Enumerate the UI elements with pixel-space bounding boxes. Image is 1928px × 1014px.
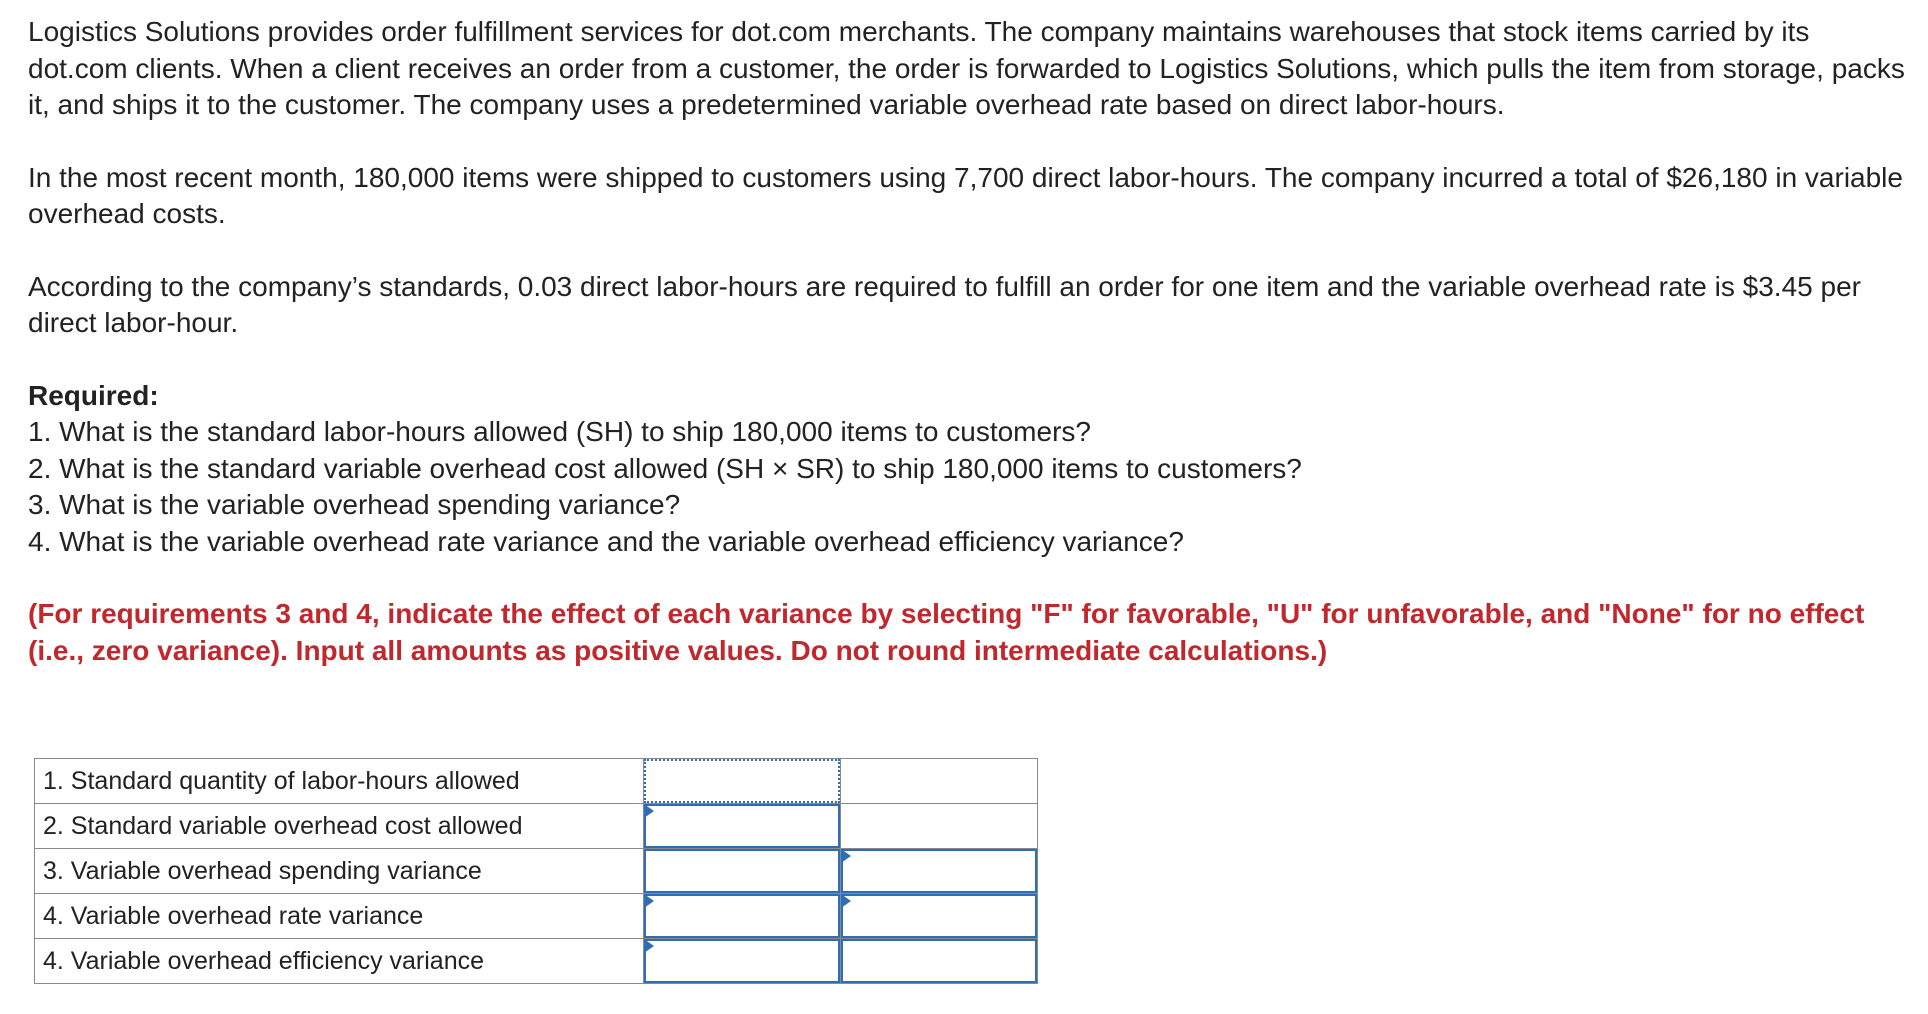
amount-input-3[interactable] <box>644 849 841 894</box>
required-section <box>28 378 1908 561</box>
amount-input-box[interactable] <box>644 939 840 983</box>
effect-select-box[interactable] <box>841 849 1037 893</box>
cell-marker-icon <box>644 939 654 953</box>
amount-input-1[interactable] <box>644 759 841 804</box>
dropdown-marker-icon <box>841 849 851 863</box>
amount-input-box[interactable] <box>644 804 840 848</box>
amount-input-4[interactable] <box>644 894 841 939</box>
effect-select-box[interactable] <box>841 939 1037 983</box>
required-item-1: 1. What is the standard labor-hours allowed (SH) to ship 180,000 items to customers? <box>28 416 1091 447</box>
amount-input-box[interactable] <box>644 849 840 893</box>
cell-marker-icon <box>644 894 654 908</box>
instructions-note: (For requirements 3 and 4, indicate the effect of each variance by selecting "F" for favorable, "U" for unfavorable, and "None" for no effect (i.e., zero variance). Input all amounts as positive values. Do not round intermediate calculations.) <box>28 598 1865 666</box>
table-row <box>35 894 1038 939</box>
amount-input-box[interactable] <box>644 759 840 803</box>
effect-select-4[interactable] <box>841 894 1038 939</box>
row-label: 3. Variable overhead spending variance <box>35 849 644 894</box>
amount-input-5[interactable] <box>644 939 841 984</box>
amount-input-2[interactable] <box>644 804 841 849</box>
table-row <box>35 939 1038 984</box>
dropdown-marker-icon <box>841 894 851 908</box>
row-label: 4. Variable overhead efficiency variance <box>35 939 644 984</box>
cell-marker-icon <box>644 804 654 818</box>
empty-cell <box>841 804 1038 849</box>
table-row <box>35 804 1038 849</box>
table-row <box>35 849 1038 894</box>
question-content <box>28 14 1908 669</box>
row-label: 4. Variable overhead rate variance <box>35 894 644 939</box>
recent-month-paragraph: In the most recent month, 180,000 items were shipped to customers using 7,700 direct labor-hours. The company incurred a total of $26,180 in variable overhead costs. <box>28 161 1903 229</box>
answer-table <box>34 758 1038 984</box>
effect-select-5[interactable] <box>841 939 1038 984</box>
amount-input-box[interactable] <box>644 894 840 938</box>
required-item-3: 3. What is the variable overhead spending variance? <box>28 489 681 520</box>
empty-cell <box>841 759 1038 804</box>
required-item-2: 2. What is the standard variable overhead cost allowed (SH × SR) to ship 180,000 items to customers? <box>28 452 1302 484</box>
row-label: 1. Standard quantity of labor-hours allowed <box>35 759 644 804</box>
table-row <box>35 759 1038 804</box>
standards-paragraph: According to the company’s standards, 0.03 direct labor-hours are required to fulfill an order for one item and the variable overhead rate is $3.45 per direct labor-hour. <box>28 270 1861 338</box>
effect-select-box[interactable] <box>841 894 1037 938</box>
intro-paragraph: Logistics Solutions provides order fulfillment services for dot.com merchants. The company maintains warehouses that stock items carried by its dot.com clients. When a client receives an order from a customer, the order is forwarded to Logistics Solutions, which pulls the item from storage, packs it, and ships it to the customer. The company uses a predetermined variable overhead rate based on direct labor-hours. <box>28 16 1905 120</box>
row-label: 2. Standard variable overhead cost allowed <box>35 804 644 849</box>
effect-select-3[interactable] <box>841 849 1038 894</box>
required-title: Required: <box>28 379 159 411</box>
required-item-4: 4. What is the variable overhead rate variance and the variable overhead efficiency variance? <box>28 525 1184 557</box>
